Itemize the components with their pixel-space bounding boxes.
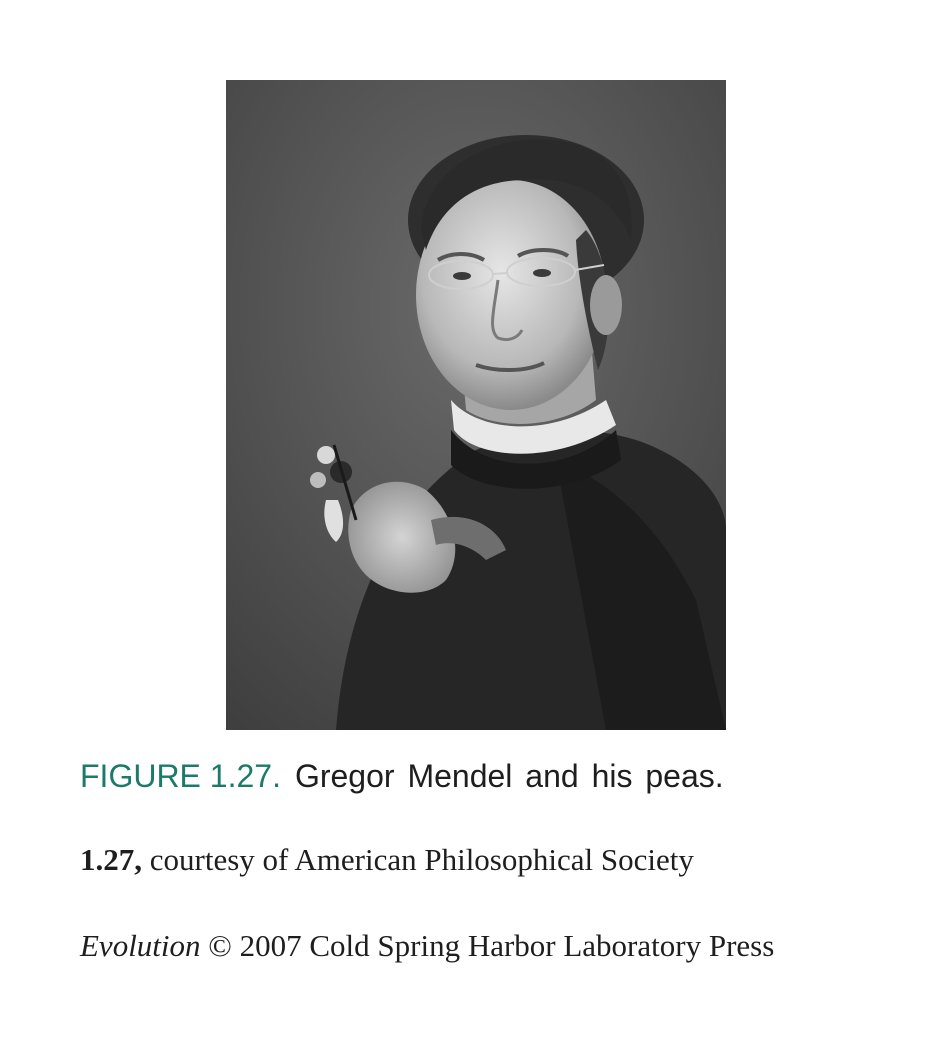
- mendel-portrait-photo: [226, 80, 726, 730]
- figure-caption: [80, 752, 900, 800]
- book-title: Evolution: [80, 928, 201, 963]
- figure-label: FIGURE 1.27.: [80, 758, 281, 794]
- copyright-text: © 2007 Cold Spring Harbor Laboratory Press: [200, 928, 775, 963]
- credit-text: courtesy of American Philosophical Society: [142, 842, 694, 877]
- copyright-line: [80, 924, 900, 968]
- portrait-illustration: [226, 80, 726, 730]
- figure-caption-text: Gregor Mendel and his peas.: [294, 758, 724, 794]
- credit-figure-number: 1.27,: [80, 842, 142, 877]
- photo-credit: [80, 838, 900, 882]
